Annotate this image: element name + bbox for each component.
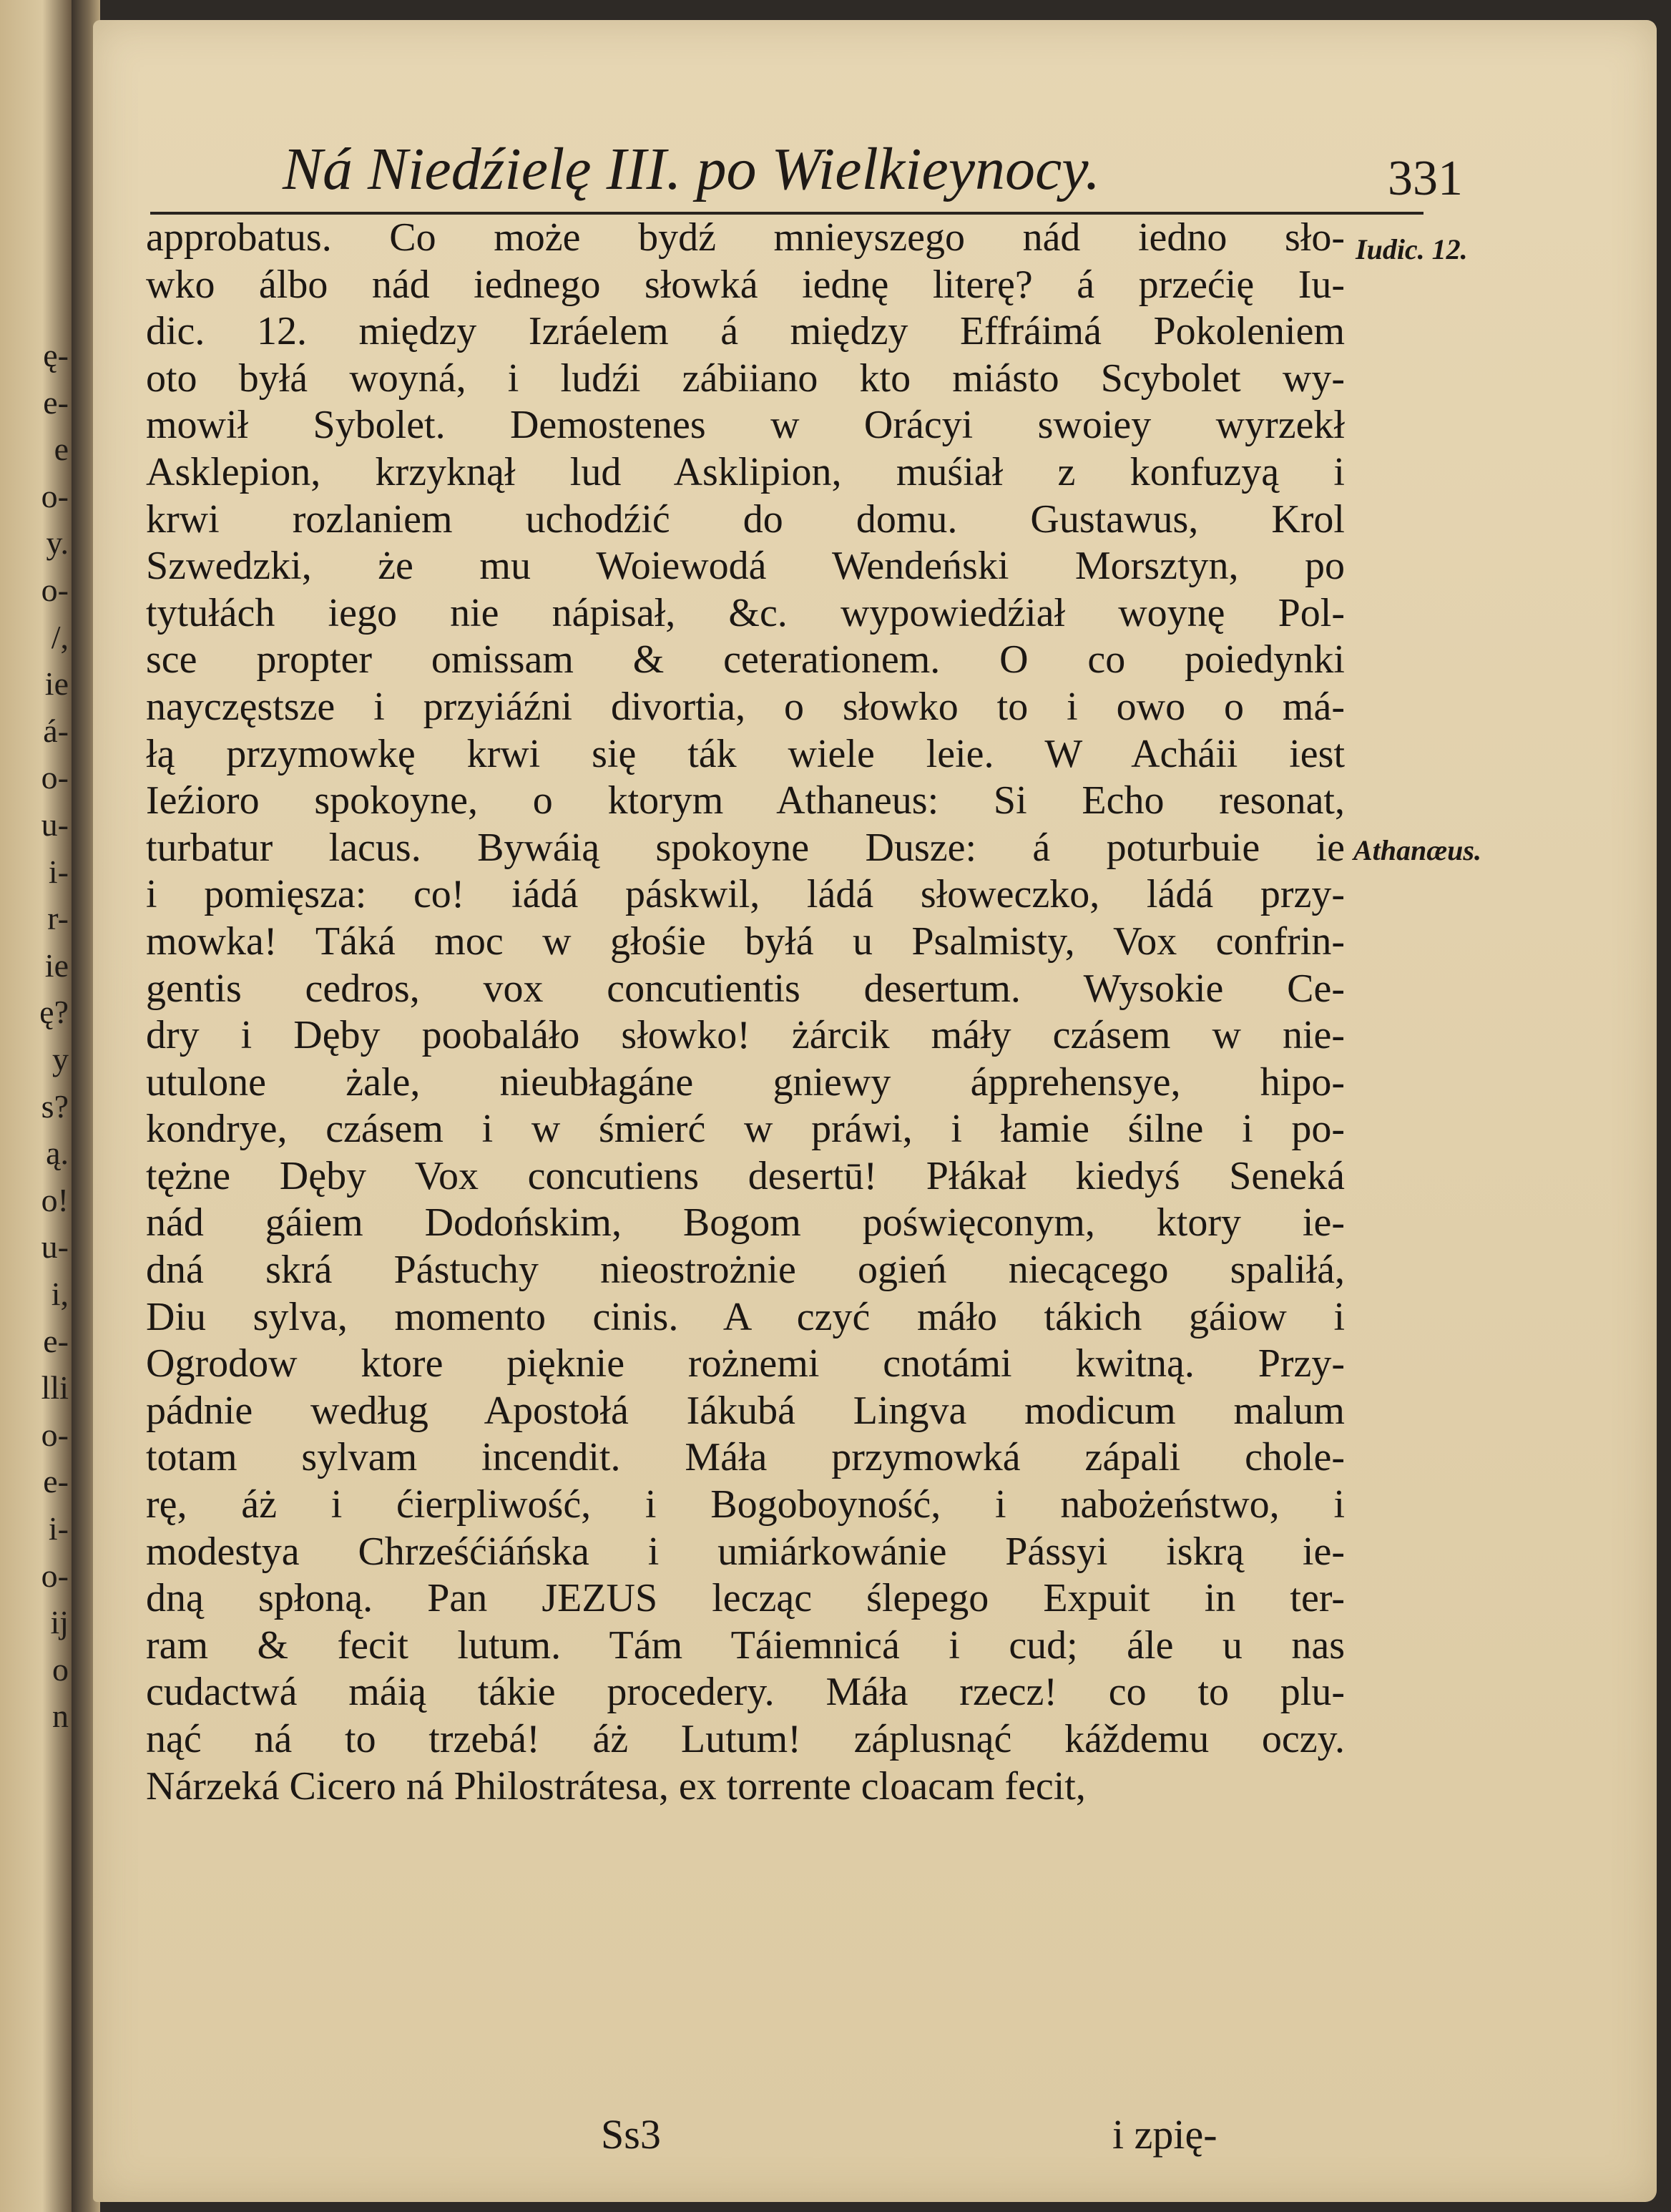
- running-title: Ná Niedźielę III. po Wielkieynocy.: [283, 136, 1100, 202]
- text-line: turbatur lacus. Bywáią spokoyne Dusze: á poturbuie ie: [146, 825, 1345, 870]
- text-line: oto byłá woyná, i ludźi zábiiano kto miásto Scybolet wy-: [146, 356, 1345, 401]
- text-line: Diu sylva, momento cinis. A czyć máło tákich gáiow i: [146, 1294, 1345, 1339]
- left-page-fragment: i-: [48, 1510, 69, 1547]
- left-page-fragment: i-: [48, 853, 69, 890]
- text-line: tężne Dęby Vox concutiens desertū! Płákał kiedyś Seneká: [146, 1153, 1345, 1198]
- text-line: dry i Dęby poobaláło słowko! żárcik máły czásem w nie-: [146, 1013, 1345, 1058]
- left-page-fragment: ą.: [46, 1135, 69, 1172]
- left-page-fragment: u-: [41, 806, 69, 843]
- left-page-fragment: e-: [43, 1463, 69, 1500]
- left-page-fragment: e-: [43, 1322, 69, 1359]
- page-number: 331: [1388, 151, 1463, 206]
- body-text: [146, 215, 1345, 1810]
- text-line: rę, áż i ćierpliwość, i Bogoboyność, i nabożeństwo, i: [146, 1482, 1345, 1527]
- left-page-fragment: y.: [46, 524, 69, 562]
- catchword: i zpię-: [1112, 2111, 1217, 2158]
- text-line: Nárzeká Cicero ná Philostrátesa, ex torrente cloacam fecit,: [146, 1763, 1086, 1809]
- left-page-edge: [0, 0, 77, 2212]
- text-line: dną spłoną. Pan JEZUS lecząc ślepego Expuit in ter-: [146, 1576, 1345, 1621]
- text-line: modestya Chrześćiáńska i umiárkowánie Pássyi iskrą ie-: [146, 1529, 1345, 1574]
- text-line: i pomięsza: co! iádá páskwil, ládá słoweczko, ládá przy-: [146, 872, 1345, 917]
- signature-mark: Ss3: [601, 2111, 661, 2158]
- text-line: kondrye, czásem i w śmierć w práwi, i łamie śilne i po-: [146, 1107, 1345, 1152]
- text-line: totam sylvam incendit. Máła przymowká zápali chole-: [146, 1435, 1345, 1480]
- left-page-fragment: á-: [43, 712, 69, 749]
- text-line: łą przymowkę krwi się ták wiele leie. W Acháii iest: [146, 731, 1345, 776]
- text-line: tytułách iego nie nápisał, &c. wypowiedźiał woynę Pol-: [146, 590, 1345, 635]
- text-line: utulone żale, nieubłagáne gniewy ápprehensye, hipo-: [146, 1059, 1345, 1105]
- left-page-fragment: ę?: [39, 994, 69, 1031]
- left-page-fragment: /,: [51, 618, 69, 655]
- text-line: nąć ná to trzebá! áż Lutum! záplusnąć káždemu oczy.: [146, 1717, 1345, 1761]
- text-line: mowka! Táká moc w głośie byłá u Psalmisty, Vox confrin-: [146, 919, 1345, 964]
- left-page-fragment: o-: [41, 759, 69, 796]
- text-line: pádnie według Apostołá Iákubá Lingva modicum malum: [146, 1388, 1345, 1433]
- left-page-fragment: u-: [41, 1228, 69, 1266]
- text-line: Ieźioro spokoyne, o ktorym Athaneus: Si Echo resonat,: [146, 778, 1345, 823]
- text-line: approbatus. Co może bydź mnieyszego nád iedno sło-: [146, 215, 1345, 260]
- left-page-fragment: ie: [44, 946, 69, 984]
- left-page-fragment: o-: [41, 1557, 69, 1594]
- text-line: wko álbo nád iednego słowká iednę literę? á przećię Iu-: [146, 262, 1345, 307]
- left-page-fragment: ę-: [43, 337, 69, 373]
- text-line: nayczęstsze i przyiáźni divortia, o słowko to i owo o má-: [146, 684, 1345, 729]
- left-page-fragment: i,: [51, 1276, 69, 1312]
- text-line: ram & fecit lutum. Tám Táiemnicá i cud; ále u nas: [146, 1623, 1345, 1668]
- text-line: cudactwá máią tákie procedery. Máła rzecz! co to plu-: [146, 1670, 1345, 1715]
- text-line: nád gáiem Dodońskim, Bogom poświęconym, ktory ie-: [146, 1200, 1345, 1246]
- left-page-fragment: e-: [43, 383, 69, 421]
- margin-note-iudic: Iudic. 12.: [1356, 233, 1468, 265]
- text-line: mowił Sybolet. Demostenes w Orácyi swoiey wyrzekł: [146, 403, 1345, 448]
- text-line: gentis cedros, vox concutientis desertum. Wysokie Ce-: [146, 966, 1345, 1011]
- left-page-fragment: y: [52, 1041, 69, 1077]
- margin-note-athanaeus: Athanæus.: [1353, 834, 1481, 866]
- text-line: dná skrá Pástuchy nieostrożnie ogień niecącego spaliłá,: [146, 1248, 1345, 1293]
- text-line: Asklepion, krzyknął lud Asklipion, muśiał z konfuzyą i: [146, 449, 1345, 494]
- left-page-fragment: o-: [41, 1416, 69, 1453]
- left-page-fragment: o!: [41, 1181, 69, 1218]
- text-line: dic. 12. między Izráelem á między Effráimá Pokoleniem: [146, 309, 1345, 354]
- left-page-fragment: o: [52, 1650, 69, 1688]
- left-page-fragment: lli: [41, 1369, 69, 1406]
- text-line: krwi rozlaniem uchodźić do domu. Gustawus, Krol: [146, 496, 1345, 542]
- text-line: Szwedzki, że mu Woiewodá Wendeński Morsztyn, po: [146, 544, 1345, 589]
- text-line: Ogrodow ktore pięknie rożnemi cnotámi kwitną. Przy-: [146, 1341, 1345, 1386]
- left-page-fragment: o-: [41, 477, 69, 514]
- left-page-fragment: n: [52, 1698, 69, 1735]
- left-page-fragment: ij: [50, 1604, 69, 1641]
- left-page-fragment: s?: [41, 1087, 69, 1125]
- left-page-fragment: o-: [41, 572, 69, 608]
- left-page-fragment: r-: [47, 900, 69, 937]
- left-page-fragment: e: [54, 431, 69, 468]
- left-page-fragment: ie: [44, 665, 69, 703]
- text-line: sce propter omissam & ceterationem. O co poiedynki: [146, 637, 1345, 682]
